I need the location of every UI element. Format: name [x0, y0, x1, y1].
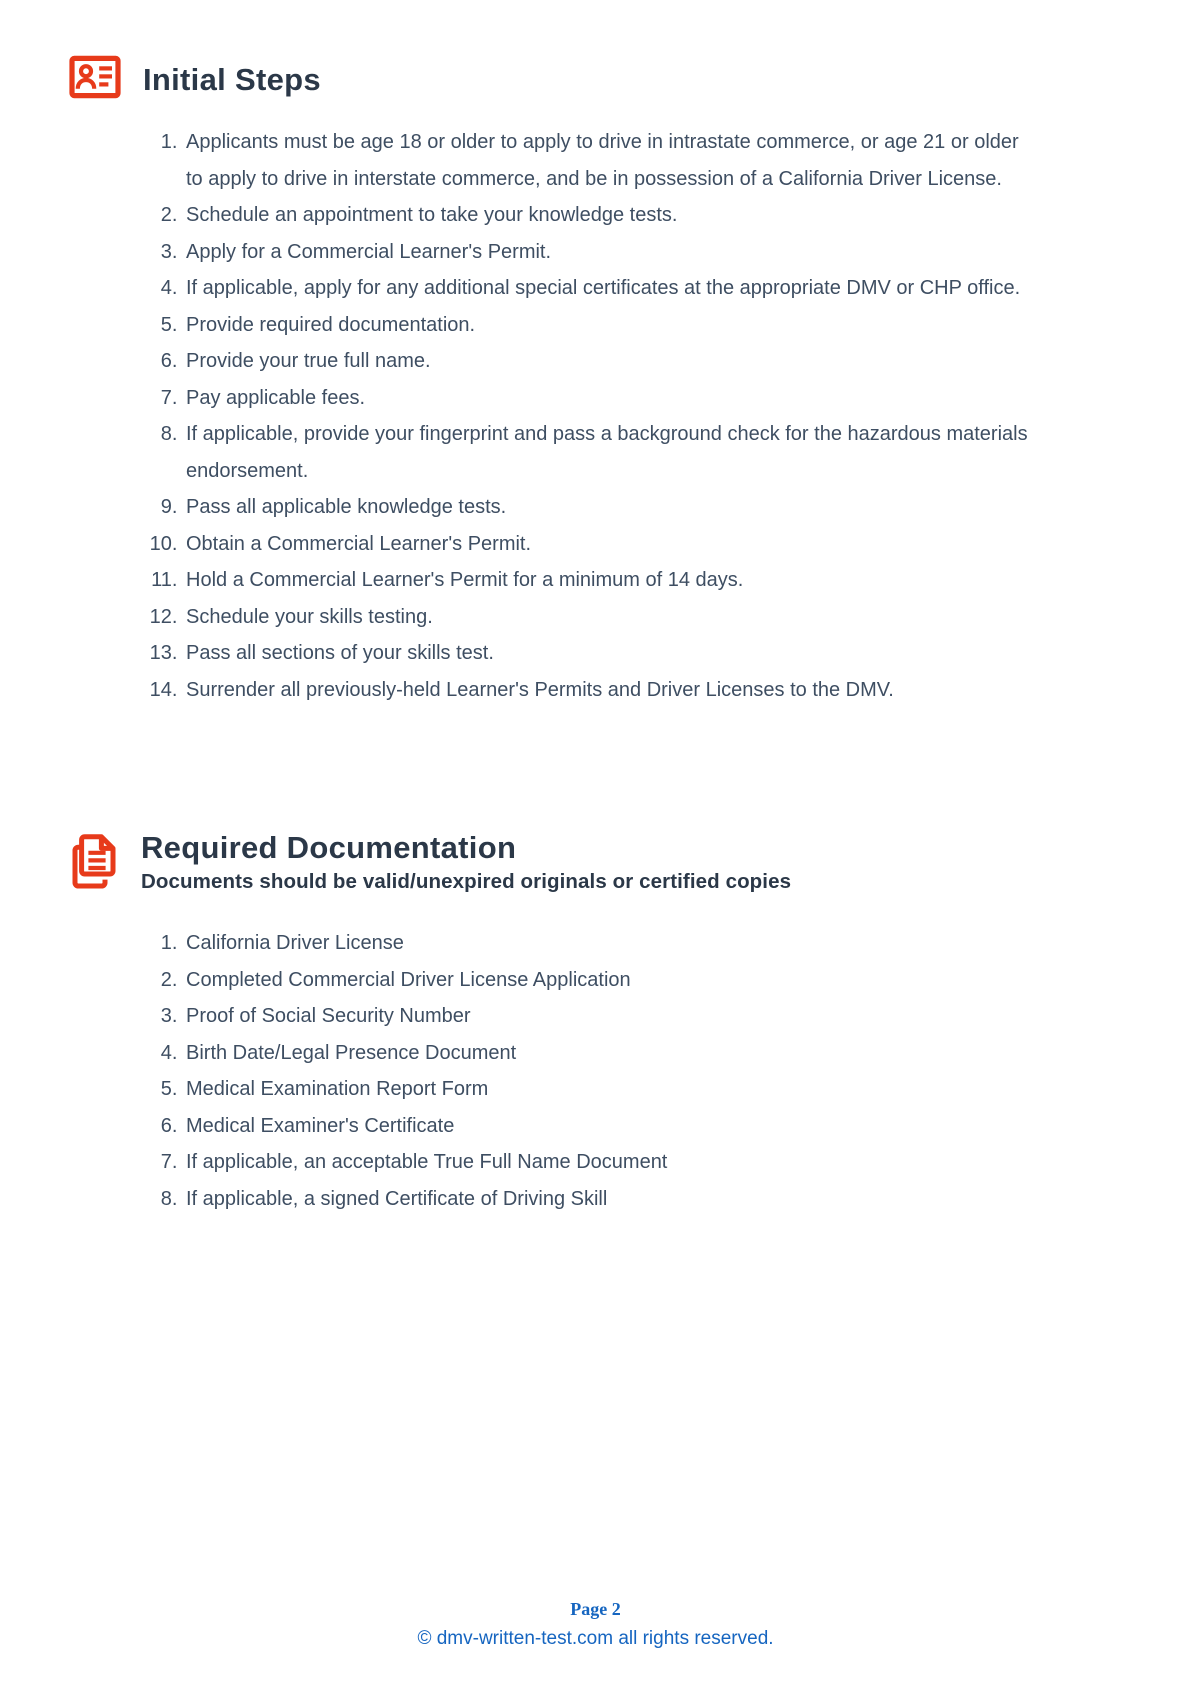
list-item: 6. Provide your true full name. — [183, 343, 1038, 380]
list-item: 11. Hold a Commercial Learner's Permit for a minimum of 14 days. — [183, 562, 1038, 599]
copyright-notice: © dmv-written-test.com all rights reserved. — [417, 1628, 774, 1649]
initial-steps-title: Initial Steps — [143, 61, 321, 97]
required-documentation-section — [68, 830, 1123, 1217]
list-item: 5. Medical Examination Report Form — [183, 1071, 1038, 1108]
list-item: 1. Applicants must be age 18 or older to apply to drive in intrastate commerce, or age 21 or older to apply to drive in interstate commerce, and be in possession of a California Driver License. — [183, 124, 1038, 197]
list-item: 8. If applicable, a signed Certificate of Driving Skill — [183, 1181, 1038, 1218]
list-item: 2. Schedule an appointment to take your knowledge tests. — [183, 197, 1038, 234]
list-item: 10. Obtain a Commercial Learner's Permit. — [183, 526, 1038, 563]
documents-icon — [68, 830, 120, 897]
list-item: 9. Pass all applicable knowledge tests. — [183, 489, 1038, 526]
page-number: Page 2 — [570, 1599, 621, 1619]
list-item: 4. Birth Date/Legal Presence Document — [183, 1035, 1038, 1072]
list-item: 8. If applicable, provide your fingerprint and pass a background check for the hazardous materials endorsement. — [183, 416, 1038, 489]
list-item: 4. If applicable, apply for any additional special certificates at the appropriate DMV or CHP office. — [183, 270, 1038, 307]
id-card-icon — [68, 52, 122, 107]
initial-steps-list — [68, 124, 1038, 708]
list-item: 14. Surrender all previously-held Learner's Permits and Driver Licenses to the DMV. — [183, 672, 1038, 709]
list-item: 2. Completed Commercial Driver License Application — [183, 962, 1038, 999]
required-documentation-subtitle: Documents should be valid/unexpired originals or certified copies — [141, 869, 792, 893]
list-item: 13. Pass all sections of your skills test. — [183, 635, 1038, 672]
required-documentation-list — [68, 925, 1038, 1217]
list-item: 3. Proof of Social Security Number — [183, 998, 1038, 1035]
required-documentation-header — [68, 830, 1123, 897]
list-item: 12. Schedule your skills testing. — [183, 599, 1038, 636]
initial-steps-header — [68, 52, 1123, 107]
list-item: 3. Apply for a Commercial Learner's Permit. — [183, 234, 1038, 271]
list-item: 1. California Driver License — [183, 925, 1038, 962]
list-item: 6. Medical Examiner's Certificate — [183, 1108, 1038, 1145]
list-item: 7. Pay applicable fees. — [183, 380, 1038, 417]
initial-steps-section — [68, 52, 1123, 708]
list-item: 7. If applicable, an acceptable True Full Name Document — [183, 1144, 1038, 1181]
list-item: 5. Provide required documentation. — [183, 307, 1038, 344]
page-footer — [0, 1599, 1191, 1650]
required-documentation-titles — [141, 830, 791, 894]
required-documentation-title: Required Documentation — [141, 830, 517, 865]
